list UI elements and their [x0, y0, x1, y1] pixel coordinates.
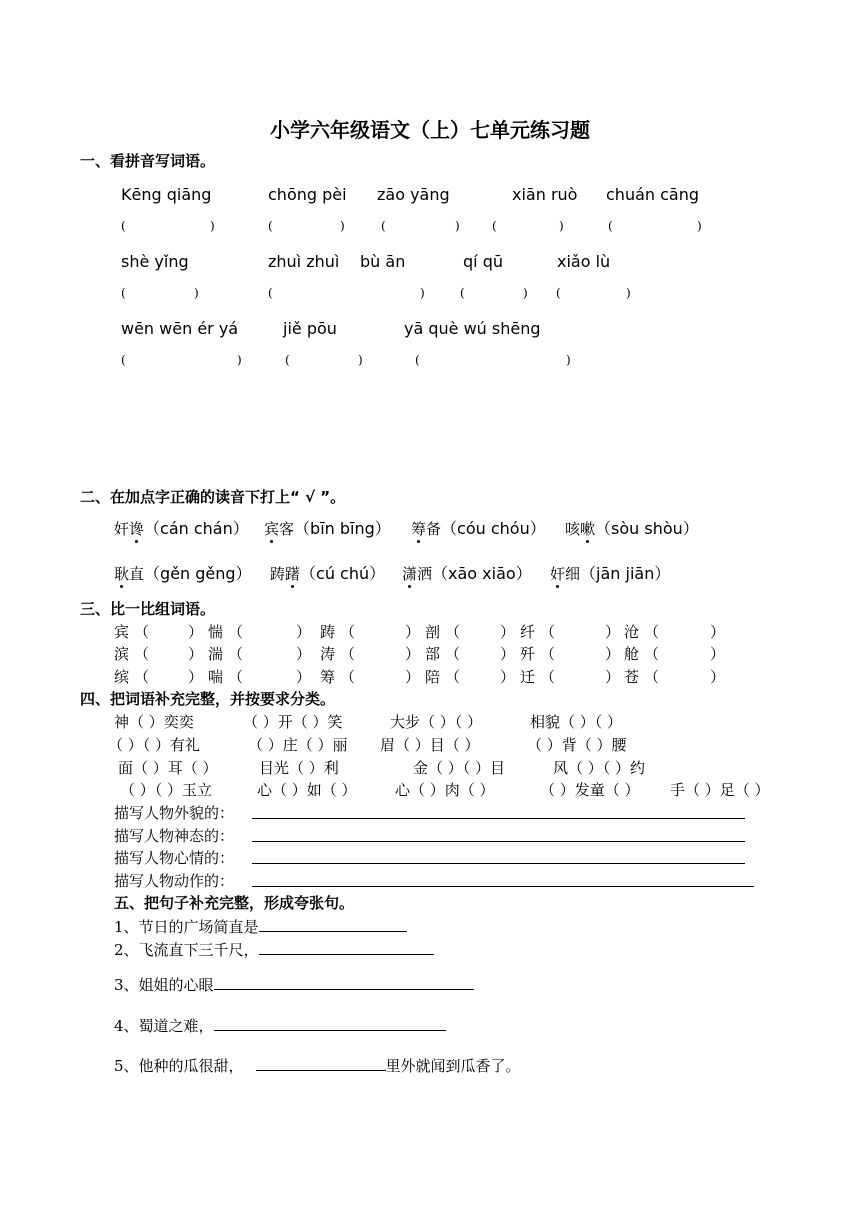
- compare-char: 惴: [208, 623, 224, 641]
- compare-answer-bracket-close: ）: [500, 623, 516, 641]
- compare-answer-bracket-close: ）: [405, 668, 421, 686]
- section-5-heading: 五、把句子补充完整，形成夸张句。: [114, 894, 355, 912]
- compare-answer-bracket[interactable]: （: [644, 623, 660, 641]
- category-label: 描写人物心情的：: [114, 849, 235, 867]
- compare-answer-bracket-close: ）: [405, 645, 421, 663]
- sentence-answer-line[interactable]: [214, 1016, 446, 1031]
- answer-bracket[interactable]: (: [460, 286, 465, 300]
- compare-answer-bracket-close: ）: [188, 668, 204, 686]
- reading-item[interactable]: 奸细（jān jiān）: [550, 564, 671, 583]
- pinyin-item: wēn wēn ér yá: [121, 319, 239, 338]
- idiom-item[interactable]: （ ）背（ ）腰: [527, 736, 627, 754]
- compare-char: 筹: [320, 668, 336, 686]
- section-1-heading: 一、看拼音写词语。: [80, 152, 216, 170]
- compare-answer-bracket[interactable]: （: [644, 668, 660, 686]
- compare-char: 沧: [624, 623, 640, 641]
- pinyin-item: chuán cāng: [606, 185, 700, 204]
- answer-bracket[interactable]: (: [381, 219, 386, 233]
- compare-answer-bracket[interactable]: （: [540, 645, 556, 663]
- category-label: 描写人物动作的：: [114, 872, 235, 890]
- sentence-item: 5、他种的瓜很甜， 里外就闻到瓜香了。: [114, 1057, 521, 1075]
- idiom-item[interactable]: 相貌（ ）（ ）: [530, 713, 623, 731]
- worksheet-page: 小学六年级语文（上）七单元练习题 一、看拼音写词语。 Kēng qiāng chōng pèi zāo yāng xiān ruò chuán cāng ( ) ( ) ( ) ( ) ( ) shè yǐng zhuì zhuì bù ān qí qū xiǎo lù ( ) ( ) ( ) ( ) wēn wēn ér yá jiě pōu yā què wú shēng ( ) ( ) ( ) 二、在加点字正确的读音下打上“ √ ”。 奸谗（cán chán） 宾客（bīn bīng） 筹备（cóu chóu） 咳嗽（sòu shòu） 耿直（gěn gěng） 踌躇（cú chú） 潇洒（xāo xiāo） 奸细（jān jiān） 三、比一比组词语。 宾 （ ） 惴 （ ） 踌 （ ） 剖 （ ） 纤 （ ） 沧 （ ） 滨 （ ） 湍 （ ） 涛 （ ） 部 （ ） 歼 （ ） 舱 （ ） 缤 （ ） 喘 （ ） 筹 （ ） 陪 （ ） 迁 （ ） 苍 （ ） 四、把词语补充完整，并按要求分类。 神（ ）奕奕 （ ）开（ ）笑 大步（ ）（ ） 相貌（ ）（ ） （ ）（ ）有礼 （ ）庄（ ）丽 眉（ ）目（ ） （ ）背（ ）腰 面（ ）耳（ ） 目光（ ）利 金（ ）（ ）目 风（ ）（ ）约 （ ）（ ）玉立 心（ ）如（ ） 心（ ）肉（ ） （ ）发童（ ） 手（ ）足（ ） 描写人物外貌的： 描写人物神态的： 描写人物心情的： 描写人物动作的： 五、把句子补充完整，形成夸张句。 1、节日的广场简直是 2、飞流直下三千尺， 3、姐姐的心眼 4、蜀道之难， 5、他种的瓜很甜， 里外就闻到瓜香了。: [0, 0, 860, 1216]
- compare-answer-bracket-close: ）: [500, 645, 516, 663]
- compare-char: 踌: [320, 623, 336, 641]
- answer-bracket[interactable]: (: [285, 353, 290, 367]
- compare-char: 歼: [520, 645, 536, 663]
- sentence-item: 1、节日的广场简直是: [114, 916, 407, 937]
- compare-answer-bracket[interactable]: （: [445, 623, 461, 641]
- pinyin-item: bù ān: [360, 252, 406, 271]
- answer-bracket[interactable]: (: [121, 219, 126, 233]
- pinyin-item: jiě pōu: [283, 319, 337, 338]
- pinyin-item: qí qū: [463, 252, 503, 271]
- idiom-item[interactable]: 目光（ ）利: [259, 759, 339, 777]
- answer-bracket[interactable]: (: [268, 219, 273, 233]
- pinyin-item: xiān ruò: [512, 185, 578, 204]
- sentence-answer-line[interactable]: [214, 975, 474, 990]
- compare-answer-bracket-close: ）: [605, 623, 621, 641]
- pinyin-item: chōng pèi: [268, 185, 347, 204]
- section-2-heading: 二、在加点字正确的读音下打上“ √ ”。: [80, 488, 346, 506]
- compare-char: 剖: [425, 623, 441, 641]
- compare-answer-bracket[interactable]: （: [644, 645, 660, 663]
- idiom-item[interactable]: 大步（ ）（ ）: [390, 713, 483, 731]
- pinyin-item: shè yǐng: [121, 252, 189, 271]
- category-label: 描写人物外貌的：: [114, 804, 235, 822]
- idiom-item[interactable]: （ ）发童（ ）: [540, 781, 640, 799]
- pinyin-item: Kēng qiāng: [121, 185, 212, 204]
- section-4-heading: 四、把词语补充完整，并按要求分类。: [80, 690, 336, 708]
- compare-answer-bracket-close: ）: [296, 645, 312, 663]
- compare-char: 缤: [114, 668, 130, 686]
- compare-answer-bracket[interactable]: （: [340, 623, 356, 641]
- idiom-item[interactable]: （ ）（ ）玉立: [120, 781, 213, 799]
- idiom-item[interactable]: 面（ ）耳（ ）: [118, 759, 218, 777]
- compare-char: 迁: [520, 668, 536, 686]
- compare-char: 陪: [425, 668, 441, 686]
- compare-answer-bracket-close: ）: [710, 623, 726, 641]
- compare-answer-bracket-close: ）: [710, 668, 726, 686]
- category-label: 描写人物神态的：: [114, 827, 235, 845]
- answer-bracket[interactable]: (: [121, 353, 126, 367]
- sentence-item: 2、飞流直下三千尺，: [114, 939, 434, 960]
- compare-answer-bracket[interactable]: （: [228, 668, 244, 686]
- compare-answer-bracket[interactable]: （: [340, 645, 356, 663]
- answer-bracket[interactable]: (: [268, 286, 273, 300]
- sentence-answer-line[interactable]: [259, 917, 407, 932]
- compare-answer-bracket-close: ）: [188, 623, 204, 641]
- compare-answer-bracket-close: ）: [500, 668, 516, 686]
- idiom-item[interactable]: 手（ ）足（ ）: [670, 781, 770, 799]
- answer-bracket[interactable]: (: [492, 219, 497, 233]
- compare-char: 部: [425, 645, 441, 663]
- category-answer-line[interactable]: [252, 886, 754, 887]
- answer-bracket[interactable]: (: [608, 219, 613, 233]
- idiom-item[interactable]: 眉（ ）目（ ）: [380, 736, 480, 754]
- compare-answer-bracket[interactable]: （: [228, 645, 244, 663]
- compare-answer-bracket[interactable]: （: [228, 623, 244, 641]
- compare-char: 滨: [114, 645, 130, 663]
- sentence-answer-line[interactable]: [256, 1056, 386, 1071]
- compare-char: 喘: [208, 668, 224, 686]
- idiom-item[interactable]: （ ）（ ）有礼: [108, 736, 201, 754]
- category-answer-line[interactable]: [252, 818, 745, 819]
- compare-answer-bracket[interactable]: （: [445, 645, 461, 663]
- reading-item[interactable]: 咳嗽（sòu shòu）: [565, 519, 699, 538]
- compare-answer-bracket-close: ）: [405, 623, 421, 641]
- compare-answer-bracket[interactable]: （: [134, 623, 150, 641]
- compare-answer-bracket[interactable]: （: [445, 668, 461, 686]
- pinyin-item: zāo yāng: [377, 185, 450, 204]
- pinyin-item: zhuì zhuì: [268, 252, 340, 271]
- answer-bracket[interactable]: (: [556, 286, 561, 300]
- reading-item[interactable]: 潇洒（xāo xiāo）: [402, 564, 532, 583]
- idiom-item[interactable]: （ ）庄（ ）丽: [248, 736, 348, 754]
- compare-char: 纤: [520, 623, 536, 641]
- idiom-item[interactable]: 神（ ）奕奕: [114, 713, 194, 731]
- reading-item[interactable]: 踌躇（cú chú）: [270, 564, 386, 583]
- reading-item[interactable]: 筹备（cóu chóu）: [411, 519, 546, 538]
- category-answer-line[interactable]: [252, 863, 745, 864]
- idiom-item[interactable]: 风（ ）（ ）约: [553, 759, 646, 777]
- sentence-answer-line[interactable]: [259, 940, 434, 955]
- compare-char: 宾: [114, 623, 130, 641]
- compare-answer-bracket[interactable]: （: [134, 668, 150, 686]
- compare-answer-bracket-close: ）: [188, 645, 204, 663]
- compare-answer-bracket[interactable]: （: [540, 668, 556, 686]
- compare-char: 苍: [624, 668, 640, 686]
- reading-item[interactable]: 奸谗（cán chán）: [114, 519, 249, 538]
- sentence-item: 3、姐姐的心眼: [114, 974, 474, 995]
- page-title: 小学六年级语文（上）七单元练习题: [270, 118, 590, 142]
- compare-answer-bracket-close: ）: [296, 668, 312, 686]
- pinyin-item: xiǎo lù: [557, 252, 611, 271]
- answer-bracket[interactable]: (: [415, 353, 420, 367]
- idiom-item[interactable]: 金（ ）（ ）目: [413, 759, 506, 777]
- compare-char: 湍: [208, 645, 224, 663]
- section-3-heading: 三、比一比组词语。: [80, 600, 216, 618]
- idiom-item[interactable]: 心（ ）如（ ）: [257, 781, 357, 799]
- answer-bracket[interactable]: (: [121, 286, 126, 300]
- compare-answer-bracket[interactable]: （: [134, 645, 150, 663]
- compare-answer-bracket-close: ）: [710, 645, 726, 663]
- reading-item[interactable]: 宾客（bīn bīng）: [264, 519, 391, 538]
- compare-answer-bracket[interactable]: （: [540, 623, 556, 641]
- compare-char: 涛: [320, 645, 336, 663]
- compare-answer-bracket-close: ）: [605, 668, 621, 686]
- compare-answer-bracket[interactable]: （: [340, 668, 356, 686]
- sentence-item: 4、蜀道之难，: [114, 1015, 446, 1036]
- compare-char: 舱: [624, 645, 640, 663]
- reading-item[interactable]: 耿直（gěn gěng）: [114, 564, 252, 583]
- idiom-item[interactable]: 心（ ）肉（ ）: [395, 781, 495, 799]
- compare-answer-bracket-close: ）: [296, 623, 312, 641]
- idiom-item[interactable]: （ ）开（ ）笑: [243, 713, 343, 731]
- pinyin-item: yā què wú shēng: [404, 319, 541, 338]
- compare-answer-bracket-close: ）: [605, 645, 621, 663]
- category-answer-line[interactable]: [252, 841, 745, 842]
